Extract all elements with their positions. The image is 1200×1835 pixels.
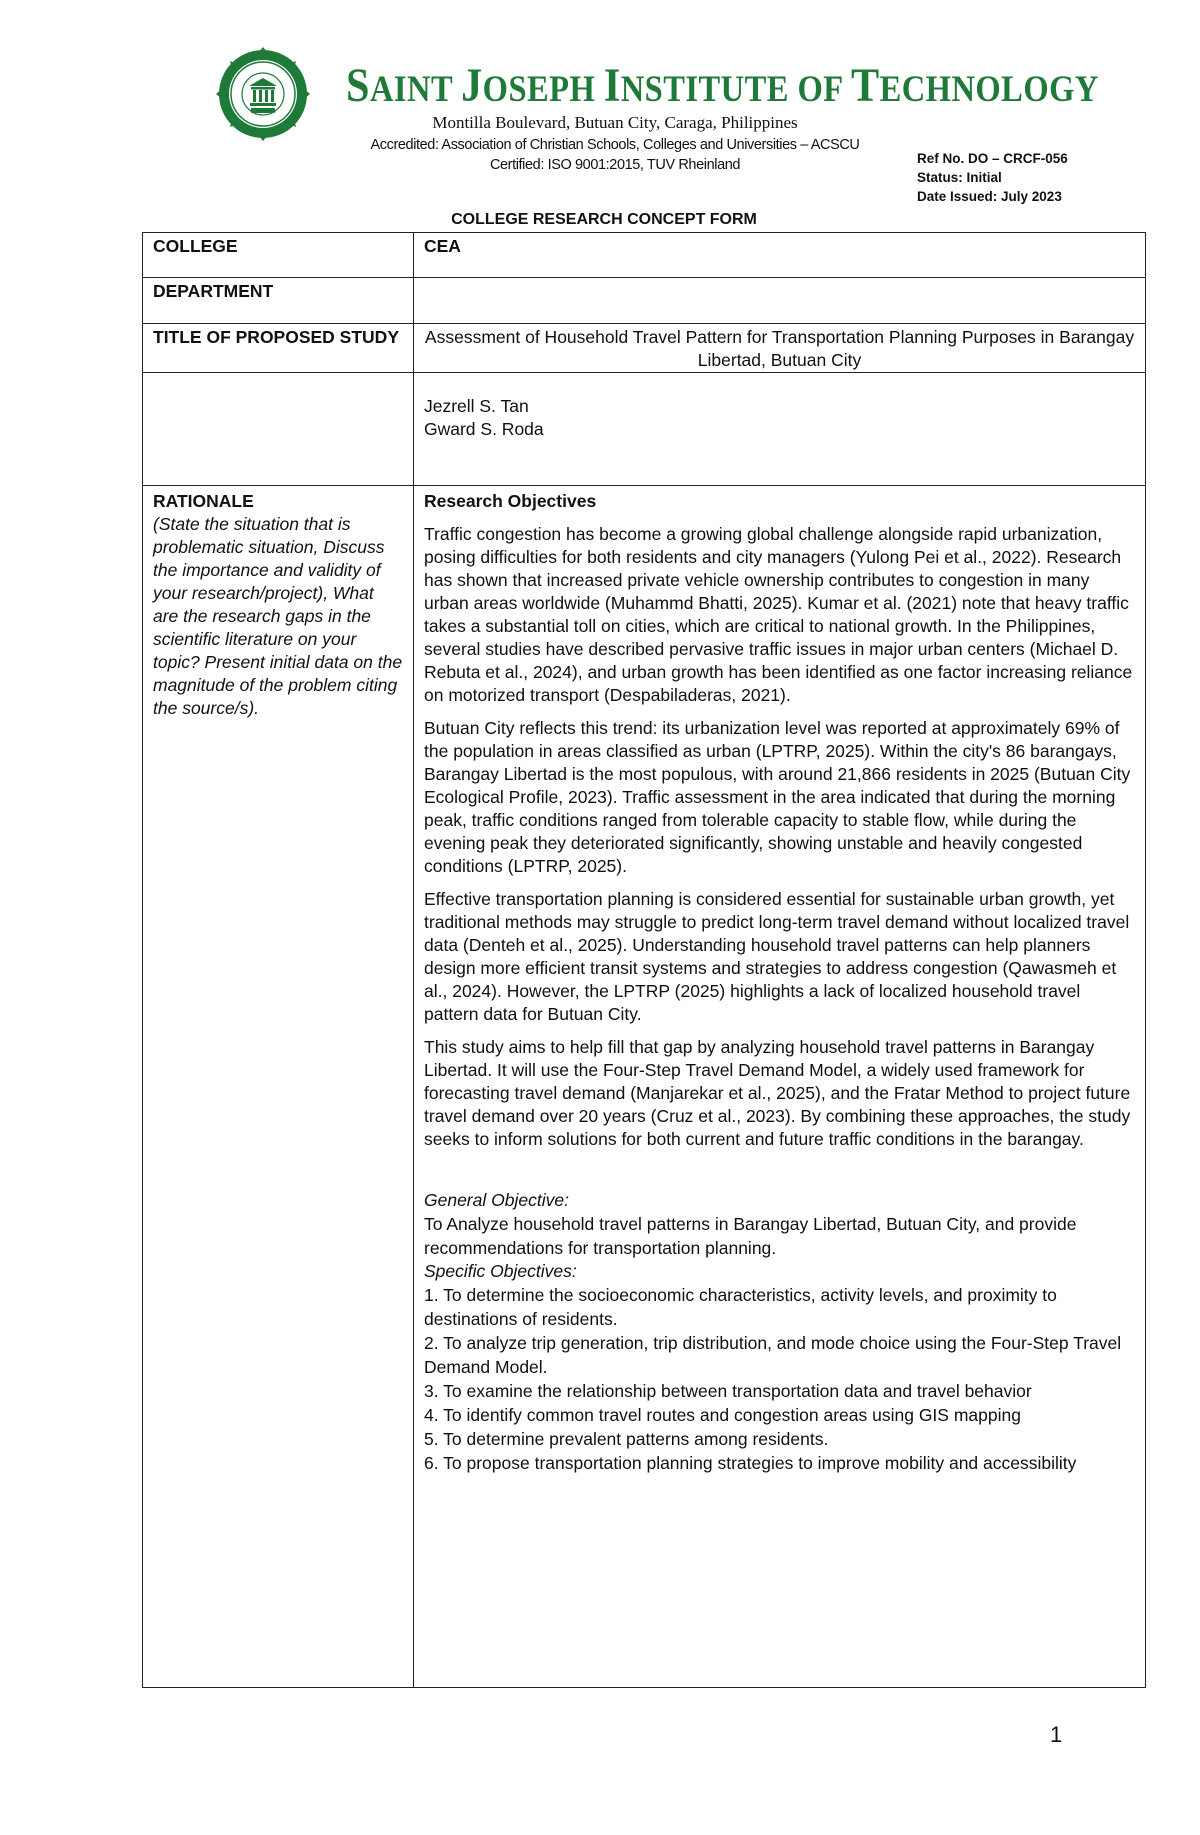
rationale-paragraph: This study aims to help fill that gap by analyzing household travel patterns in Barangay Libertad. It will use the Four-Step Travel Demand Model, a widely used framework for forecasting travel demand (Manjarekar et al., 2025), and the Fratar Method to project future travel demand over 20 years (Cruz et al., 2023). By combining these approaches, the study seeks to inform solutions for both current and future traffic conditions in the barangay.	[424, 1037, 1131, 1149]
specific-objective-item: 6. To propose transportation planning strategies to improve mobility and accessibility	[424, 1453, 1077, 1473]
department-label: DEPARTMENT	[143, 278, 414, 324]
college-value: CEA	[414, 233, 1146, 278]
department-value	[414, 278, 1146, 324]
ref-status: Status: Initial	[917, 170, 1002, 185]
rationale-instruction: (State the situation that is problematic situation, Discuss the importance and validity of your research/project), What are the research gaps in the scientific literature on your topic? Present initial data on the magnitude of the problem citing the source/s).	[153, 514, 403, 718]
proponent-name: Jezrell S. Tan	[424, 396, 529, 416]
rationale-paragraph: Traffic congestion has become a growing global challenge alongside rapid urbanization, posing difficulties for both residents and city managers (Yulong Pei et al., 2022). Research has shown that increased private vehicle ownership contributes to congestion in many urban areas worldwide (Muhammd Bhatti, 2025). Kumar et al. (2021) note that heavy traffic takes a substantial toll on cities, which are critical to national growth. In the Philippines, several studies have described pervasive traffic issues in major urban centers (Michael D. Rebuta et al., 2024), and urban growth has been identified as one factor increasing reliance on motorized transport (Despabiladeras, 2021).	[424, 524, 1133, 705]
specific-objective-item: 4. To identify common travel routes and congestion areas using GIS mapping	[424, 1405, 1021, 1425]
general-objective-label: General Objective:	[424, 1190, 569, 1210]
research-objectives-heading: Research Objectives	[424, 491, 597, 511]
certification-line: Certified: ISO 9001:2015, TUV Rheinland	[489, 157, 741, 173]
concept-form-table	[142, 232, 1146, 1688]
table-row-department	[143, 278, 1146, 324]
specific-objective-item: 1. To determine the socioeconomic characteristics, activity levels, and proximity to destinations of residents.	[424, 1285, 1057, 1329]
ref-number: Ref No. DO – CRCF-056	[917, 151, 1068, 166]
specific-objective-item: 3. To examine the relationship between transportation data and travel behavior	[424, 1381, 1032, 1401]
study-title: Assessment of Household Travel Pattern for Transportation Planning Purposes in Barangay Libertad, Butuan City	[414, 324, 1146, 373]
rationale-content	[414, 486, 1146, 1688]
rationale-label: RATIONALE	[153, 491, 254, 511]
specific-objectives-label: Specific Objectives:	[424, 1261, 577, 1281]
table-row-rationale	[143, 486, 1146, 1688]
ref-date-issued: Date Issued: July 2023	[917, 189, 1062, 204]
college-label: COLLEGE	[143, 233, 414, 278]
table-row-proponents	[143, 373, 1146, 486]
table-row-college	[143, 233, 1146, 278]
general-objective-text: To Analyze household travel patterns in Barangay Libertad, Butuan City, and provide recommendations for transportation planning.	[424, 1214, 1077, 1258]
proponent-name: Gward S. Roda	[424, 419, 544, 439]
rationale-label-cell	[143, 486, 414, 1688]
rationale-paragraph: Butuan City reflects this trend: its urbanization level was reported at approximately 69% of the population in areas classified as urban (LPTRP, 2025). Within the city's 86 barangays, Barangay Libertad is the most populous, with around 21,866 residents in 2025 (Butuan City Ecological Profile, 2023). Traffic assessment in the area indicated that during the morning peak, traffic conditions ranged from tolerable capacity to stable flow, while during the evening peak they deteriorated significantly, showing unstable and heavily congested conditions (LPTRP, 2025).	[424, 718, 1131, 876]
title-label: TITLE OF PROPOSED STUDY	[143, 324, 414, 373]
accreditation-line: Accredited: Association of Christian Schools, Colleges and Universities – ACSCU	[370, 137, 860, 153]
specific-objective-item: 2. To analyze trip generation, trip distribution, and mode choice using the Four-Step Travel Demand Model.	[424, 1333, 1122, 1377]
form-title: COLLEGE RESEARCH CONCEPT FORM	[451, 211, 757, 228]
specific-objective-item: 5. To determine prevalent patterns among residents.	[424, 1429, 829, 1449]
proponents-cell	[414, 373, 1146, 486]
institution-name: SAINT JOSEPH INSTITUTE OF TECHNOLOGY	[346, 59, 1099, 112]
proponents-label	[143, 373, 414, 486]
document-reference	[917, 149, 1068, 206]
page-number: 1	[1050, 1722, 1063, 1747]
table-row-title	[143, 324, 1146, 373]
rationale-paragraph: Effective transportation planning is considered essential for sustainable urban growth, yet traditional methods may struggle to predict long-term travel demand without localized travel data (Denteh et al., 2025). Understanding household travel patterns can help planners design more efficient transit systems and strategies to address congestion (Qawasmeh et al., 2024). However, the LPTRP (2025) highlights a lack of localized household travel pattern data for Butuan City.	[424, 889, 1130, 1024]
institution-address: Montilla Boulevard, Butuan City, Caraga, Philippines	[432, 113, 798, 132]
institution-seal-icon	[213, 47, 313, 141]
